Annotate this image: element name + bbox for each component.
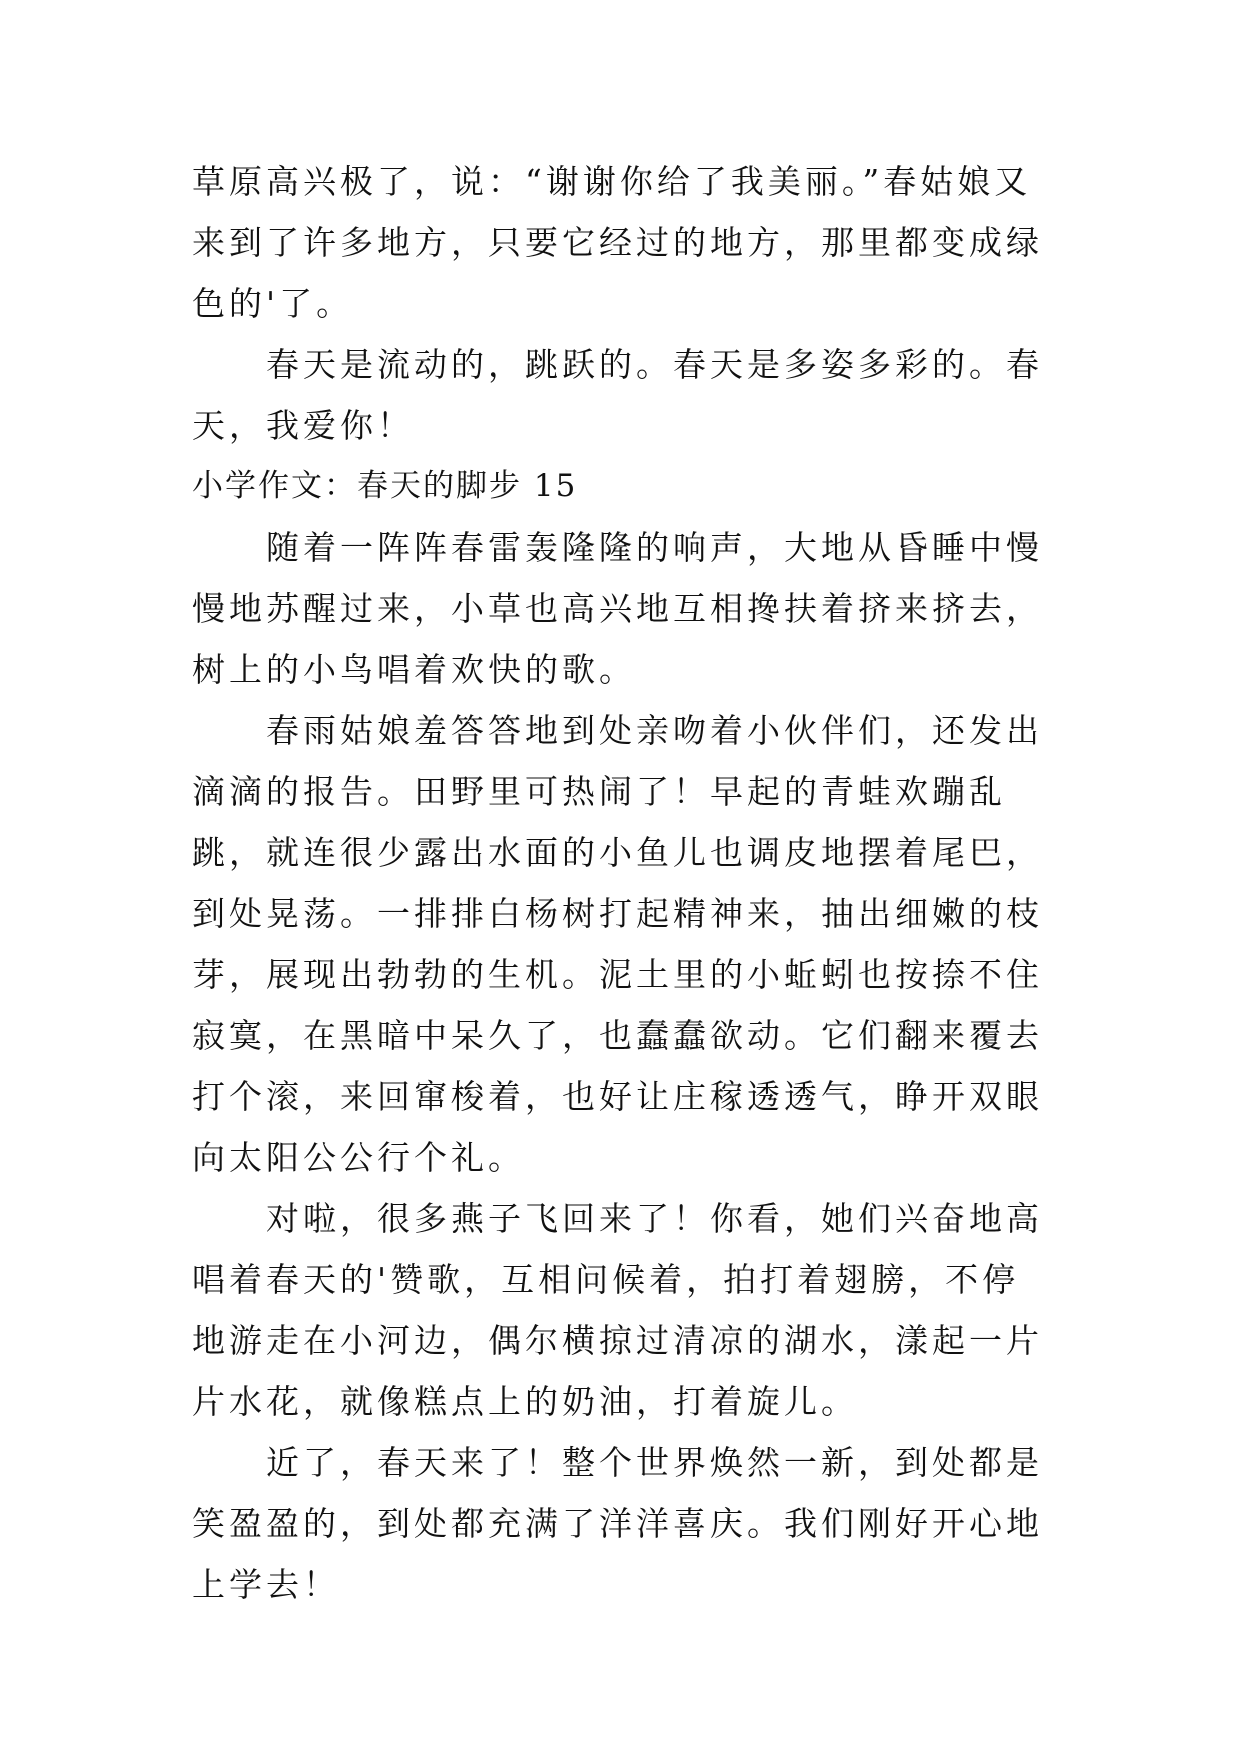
paragraph-closing: 春天是流动的，跳跃的。春天是多姿多彩的。春天，我爱你！ xyxy=(192,345,1043,445)
paragraph-2: 春雨姑娘羞答答地到处亲吻着小伙伴们，还发出滴滴的报告。田野里可热闹了！早起的青蛙欢蹦乱跳，就连很少露出水面的小鱼儿也调皮地摆着尾巴，到处晃荡。一排排白杨树打起精神来，抽出细嫩的枝芽，展现出勃勃的生机。泥土里的小蚯蚓也按捺不住寂寞，在黑暗中呆久了，也蠢蠢欲动。它们翻来覆去打个滚，来回窜梭着，也好让庄稼透透气，睁开双眼向太阳公公行个礼。 xyxy=(192,711,1043,1177)
paragraph-4: 近了，春天来了！整个世界焕然一新，到处都是笑盈盈的，到处都充满了洋洋喜庆。我们刚好开心地上学去！ xyxy=(192,1443,1043,1604)
paragraph-continuation: 草原高兴极了，说：“谢谢你给了我美丽。”春姑娘又来到了许多地方，只要它经过的地方，那里都变成绿色的'了。 xyxy=(192,162,1043,323)
paragraph-3: 对啦，很多燕子飞回来了！你看，她们兴奋地高唱着春天的'赞歌，互相问候着，拍打着翅膀，不停地游走在小河边，偶尔横掠过清凉的湖水，漾起一片片水花，就像糕点上的奶油，打着旋儿。 xyxy=(192,1199,1043,1421)
document-body xyxy=(192,151,1052,1615)
essay-title: 小学作文：春天的脚步 15 xyxy=(192,468,578,504)
paragraph-1: 随着一阵阵春雷轰隆隆的响声，大地从昏睡中慢慢地苏醒过来，小草也高兴地互相搀扶着挤来挤去，树上的小鸟唱着欢快的歌。 xyxy=(192,528,1043,689)
